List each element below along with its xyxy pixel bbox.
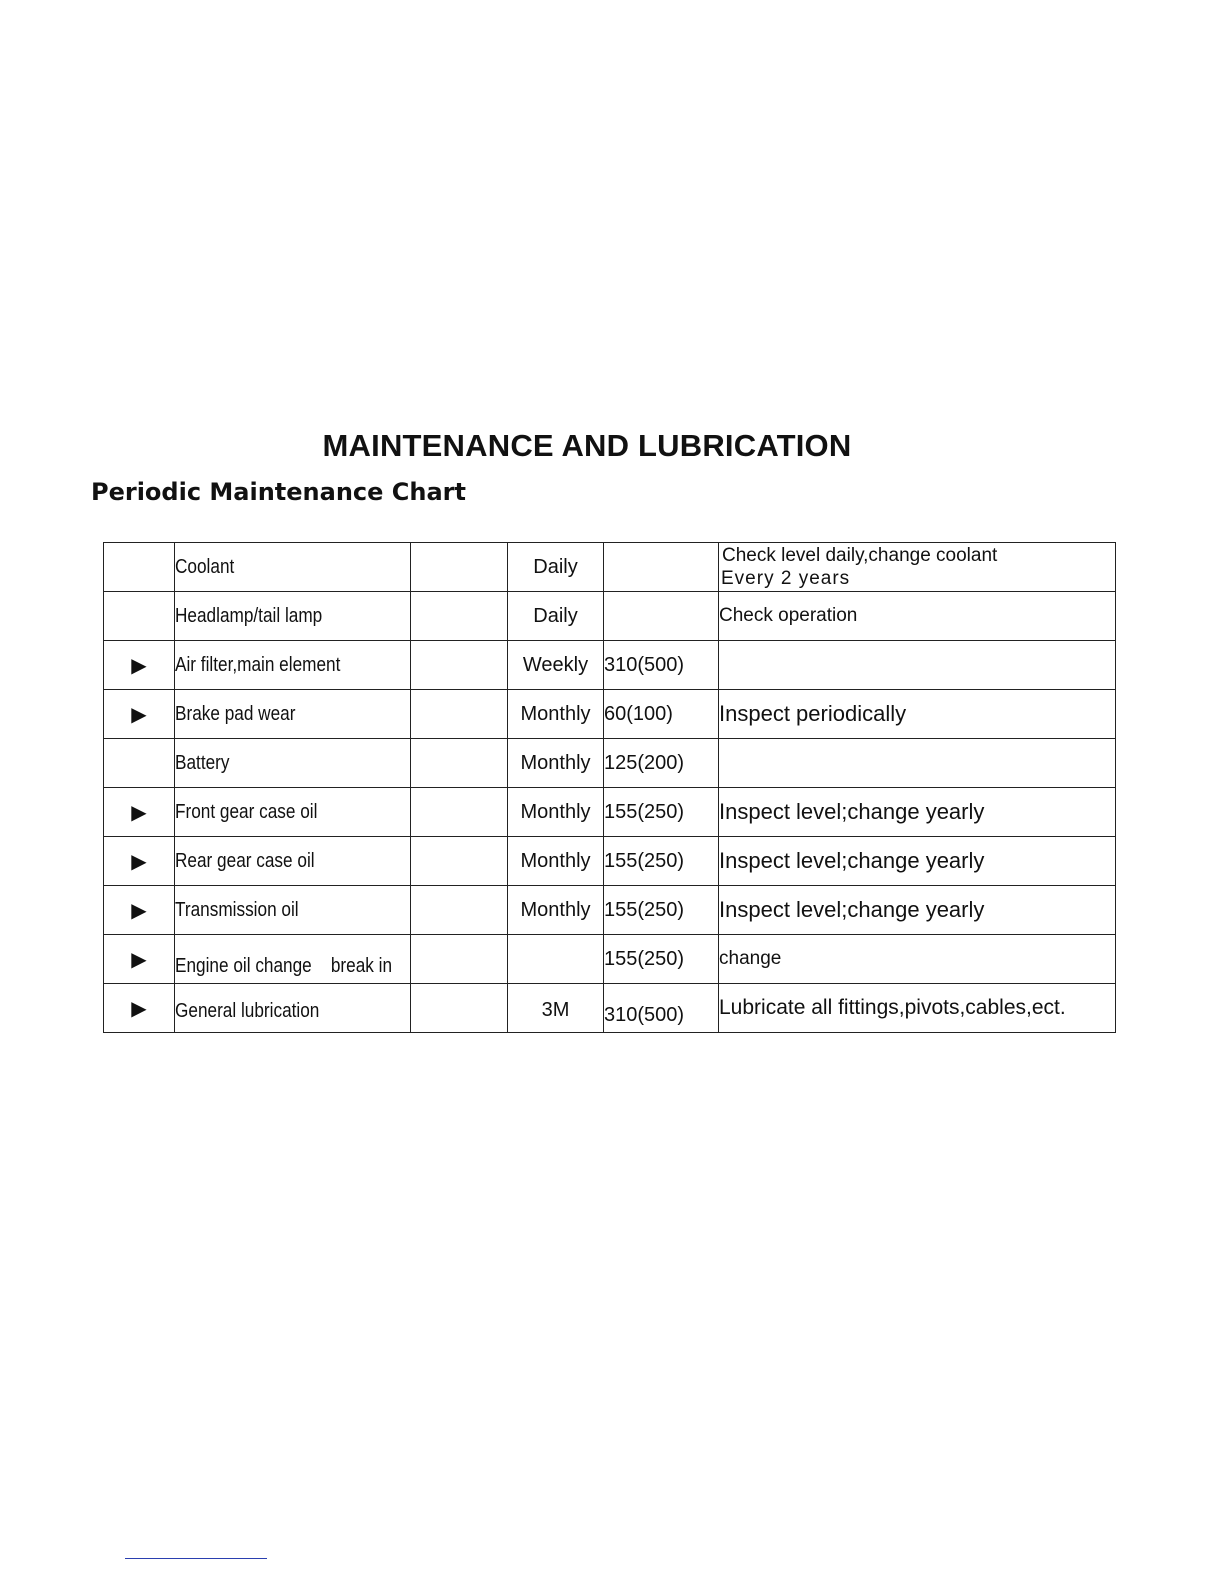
frequency-cell: Daily bbox=[508, 592, 604, 641]
distance-cell bbox=[604, 592, 719, 641]
item-label: Transmission oil bbox=[175, 898, 299, 921]
blank-cell bbox=[411, 592, 508, 641]
blank-cell bbox=[411, 886, 508, 935]
frequency-cell: Monthly bbox=[508, 886, 604, 935]
distance-cell: 125(200) bbox=[604, 739, 719, 788]
frequency-cell: Monthly bbox=[508, 837, 604, 886]
table-row bbox=[104, 592, 1116, 641]
item-label: General lubrication bbox=[175, 999, 320, 1022]
frequency-cell: Daily bbox=[508, 543, 604, 592]
row-marker: ▶ bbox=[104, 690, 175, 739]
item-label: Rear gear case oil bbox=[175, 849, 315, 872]
table-row bbox=[104, 837, 1116, 886]
row-marker: ▶ bbox=[104, 788, 175, 837]
row-marker: ▶ bbox=[104, 984, 175, 1033]
row-marker: ▶ bbox=[104, 886, 175, 935]
table-row bbox=[104, 543, 1116, 592]
item-label: Air filter,main element bbox=[175, 653, 341, 676]
note-cell: Inspect periodically bbox=[719, 690, 1116, 739]
blank-cell bbox=[411, 984, 508, 1033]
note-cell: change bbox=[719, 935, 1116, 984]
frequency-cell: 3M bbox=[508, 984, 604, 1033]
table-row bbox=[104, 788, 1116, 837]
frequency-cell bbox=[508, 935, 604, 984]
blank-cell bbox=[411, 739, 508, 788]
row-marker: ▶ bbox=[104, 837, 175, 886]
row-marker: ▶ bbox=[104, 935, 175, 984]
distance-cell: 60(100) bbox=[604, 690, 719, 739]
distance-cell: 310(500) bbox=[604, 641, 719, 690]
blank-cell bbox=[411, 935, 508, 984]
item-cell bbox=[175, 739, 411, 788]
table-row bbox=[104, 886, 1116, 935]
note-cell: Inspect level;change yearly bbox=[719, 837, 1116, 886]
item-cell bbox=[175, 641, 411, 690]
note-cell: Inspect level;change yearly bbox=[719, 886, 1116, 935]
distance-cell: 155(250) bbox=[604, 788, 719, 837]
blank-cell bbox=[411, 837, 508, 886]
table-row bbox=[104, 739, 1116, 788]
note-cell bbox=[719, 641, 1116, 690]
row-marker bbox=[104, 543, 175, 592]
blank-cell bbox=[411, 641, 508, 690]
blank-cell bbox=[411, 543, 508, 592]
item-cell bbox=[175, 690, 411, 739]
item-cell bbox=[175, 984, 411, 1033]
distance-cell: 155(250) bbox=[604, 837, 719, 886]
blank-cell bbox=[411, 788, 508, 837]
note-cell bbox=[719, 543, 1116, 592]
item-label: Battery bbox=[175, 751, 230, 774]
item-label: Brake pad wear bbox=[175, 702, 296, 725]
item-label: Headlamp/tail lamp bbox=[175, 604, 323, 627]
maintenance-table bbox=[103, 542, 1116, 1033]
table-row bbox=[104, 984, 1116, 1033]
distance-cell: 155(250) bbox=[604, 886, 719, 935]
item-cell bbox=[175, 837, 411, 886]
note-cell: Inspect level;change yearly bbox=[719, 788, 1116, 837]
row-marker: ▶ bbox=[104, 641, 175, 690]
note-line-1: Check level daily,change coolant bbox=[722, 545, 998, 566]
note-cell: Lubricate all fittings,pivots,cables,ect. bbox=[719, 984, 1116, 1033]
item-cell bbox=[175, 788, 411, 837]
item-label: Front gear case oil bbox=[175, 800, 318, 823]
table-row bbox=[104, 935, 1116, 984]
blank-cell bbox=[411, 690, 508, 739]
table-row bbox=[104, 690, 1116, 739]
item-cell bbox=[175, 592, 411, 641]
note-cell bbox=[719, 739, 1116, 788]
distance-cell: 310(500) bbox=[604, 984, 719, 1033]
footer-rule bbox=[125, 1558, 267, 1559]
frequency-cell: Monthly bbox=[508, 739, 604, 788]
table-row bbox=[104, 641, 1116, 690]
frequency-cell: Monthly bbox=[508, 788, 604, 837]
page-title: MAINTENANCE AND LUBRICATION bbox=[322, 428, 852, 463]
item-label: Engine oil change break in bbox=[175, 954, 393, 977]
note-line-2: Every 2 years bbox=[721, 568, 851, 589]
row-marker bbox=[104, 592, 175, 641]
item-label: Coolant bbox=[175, 555, 235, 578]
chart-subtitle: Periodic Maintenance Chart bbox=[91, 478, 466, 506]
distance-cell: 155(250) bbox=[604, 935, 719, 984]
frequency-cell: Monthly bbox=[508, 690, 604, 739]
note-cell: Check operation bbox=[719, 592, 1116, 641]
row-marker bbox=[104, 739, 175, 788]
distance-cell bbox=[604, 543, 719, 592]
item-cell bbox=[175, 543, 411, 592]
item-cell bbox=[175, 935, 411, 984]
frequency-cell: Weekly bbox=[508, 641, 604, 690]
item-cell bbox=[175, 886, 411, 935]
